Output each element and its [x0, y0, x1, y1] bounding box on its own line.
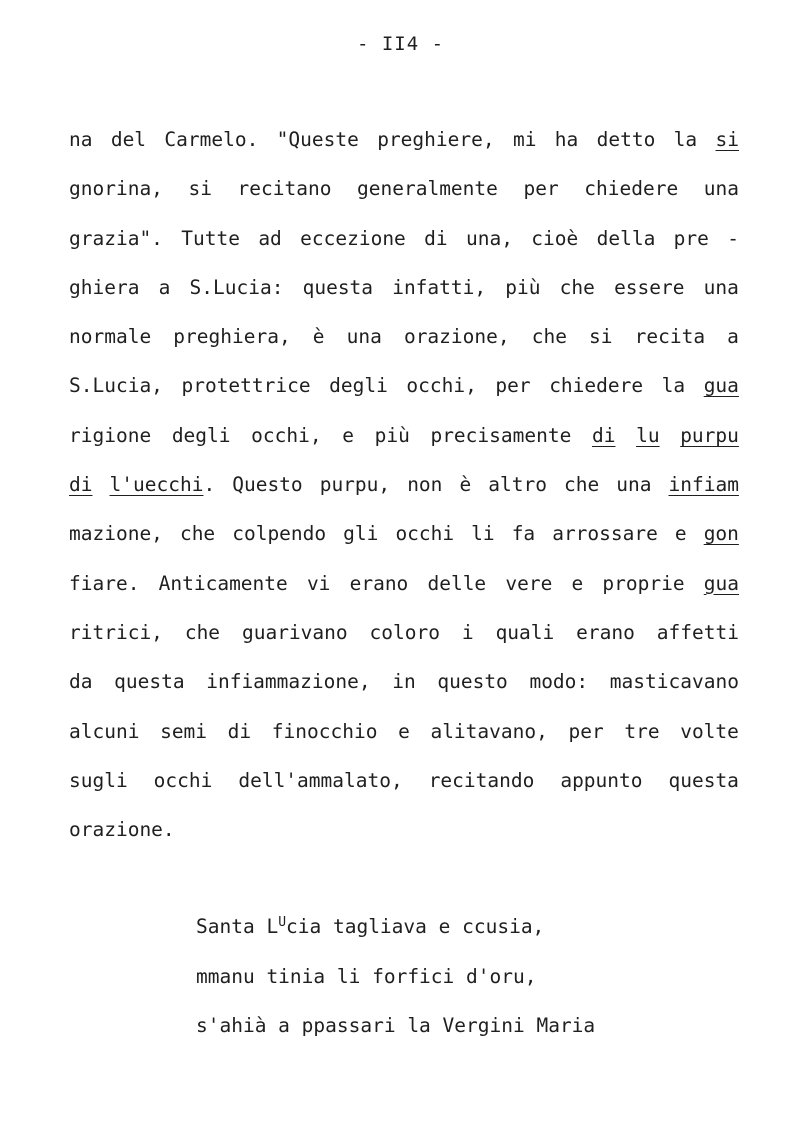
word: occhi, — [251, 423, 322, 447]
word: fa — [511, 522, 536, 546]
word: chiedere — [584, 177, 679, 201]
word: questa — [302, 275, 374, 299]
underlined-text: si — [715, 128, 739, 151]
word: recitando — [428, 768, 535, 792]
verse-block — [196, 912, 716, 1061]
word: orazione. — [69, 818, 175, 842]
word: e — [398, 719, 410, 743]
word: erano — [349, 571, 409, 595]
word: ha — [554, 128, 579, 151]
word: guarivano — [241, 620, 348, 644]
word: una — [616, 473, 652, 497]
word: una, — [465, 226, 513, 250]
word: normale — [69, 325, 152, 349]
word: arrossare — [552, 522, 658, 546]
underlined-text: lu — [636, 423, 660, 447]
text-line — [69, 125, 739, 174]
word: per — [495, 374, 531, 398]
underlined-text: di — [591, 423, 616, 447]
word: preghiera, — [173, 325, 291, 349]
verse-line-1 — [196, 912, 716, 962]
text-line — [69, 322, 739, 371]
text-line — [69, 815, 739, 864]
text-line — [69, 470, 739, 519]
word: è — [459, 473, 472, 497]
word: volte — [680, 719, 739, 743]
word: colpendo — [232, 522, 327, 546]
word: della — [596, 226, 656, 250]
verse-line-1-part-a: Santa L — [196, 915, 279, 938]
word: gnorina, — [69, 177, 163, 201]
word: che — [559, 275, 595, 299]
underlined-text: di — [69, 473, 93, 497]
word: alcuni — [69, 719, 140, 743]
word: e — [674, 522, 687, 546]
word: erano — [576, 620, 635, 644]
word: occhi — [153, 768, 213, 792]
word: masticavano — [609, 670, 739, 694]
word: proprie — [602, 571, 685, 595]
word: generalmente — [357, 177, 498, 201]
word: ritrici, — [69, 620, 163, 644]
word: li — [471, 522, 495, 546]
body-paragraph — [69, 125, 739, 864]
word: in — [392, 670, 416, 694]
word: tre — [624, 719, 660, 743]
word: alitavano, — [430, 719, 548, 743]
word: essere — [614, 275, 685, 299]
word: e — [342, 423, 354, 447]
word: che — [184, 620, 221, 644]
word: pre — [673, 226, 709, 250]
underlined-text: gua — [703, 571, 739, 595]
word: gli — [343, 522, 379, 546]
word: chiedere — [549, 374, 644, 398]
word: Anticamente — [158, 571, 288, 595]
word: degli — [329, 374, 388, 398]
word: infiammazione, — [206, 670, 371, 694]
word: sugli — [69, 768, 128, 792]
verse-line-2: mmanu tinia li forfici d'oru, — [196, 964, 537, 988]
word: mi — [512, 128, 537, 151]
word: ghiera — [69, 275, 140, 299]
word: S.Lucia, — [69, 374, 163, 398]
page-number: - II4 - — [356, 33, 445, 55]
text-line — [69, 717, 739, 766]
word — [715, 125, 738, 174]
word: S.Lucia: — [189, 275, 284, 299]
word: occhi — [395, 522, 455, 546]
word: appunto — [560, 768, 643, 792]
verse-line-1-superscript: U — [278, 915, 287, 930]
word: recitano — [237, 177, 332, 201]
word: non — [407, 473, 443, 497]
word: per — [568, 719, 604, 743]
word: occhi, — [406, 374, 477, 398]
word: fiare. — [69, 571, 140, 595]
word: detto — [596, 128, 656, 151]
text-line — [69, 224, 739, 273]
word: questo — [437, 670, 508, 694]
underlined-text: l'uecchi — [109, 473, 204, 497]
word: più — [374, 423, 410, 447]
word: una — [703, 177, 739, 201]
word: degli — [171, 423, 231, 447]
text-line — [69, 569, 739, 618]
word: affetti — [656, 620, 739, 644]
text-line — [69, 174, 739, 223]
word: na — [69, 128, 93, 151]
text-line — [69, 371, 739, 420]
word: Tutte — [181, 226, 240, 250]
word — [636, 421, 659, 470]
word: rigione — [69, 423, 152, 447]
text-line — [69, 667, 739, 716]
word: vi — [306, 571, 331, 595]
underlined-text: purpu — [680, 423, 739, 447]
word: una — [346, 325, 382, 349]
word: finocchio — [271, 719, 378, 743]
word: protettrice — [181, 374, 311, 398]
word: coloro — [369, 620, 440, 644]
word: dell'ammalato, — [238, 768, 403, 792]
word: ad — [258, 226, 282, 250]
word: a — [727, 325, 739, 349]
word — [704, 569, 739, 618]
word: vere — [505, 571, 553, 595]
word: infatti, — [392, 275, 487, 299]
word — [69, 470, 92, 519]
text-line — [69, 766, 739, 815]
underlined-text: gua — [703, 374, 739, 398]
word: che — [179, 522, 216, 546]
word: quali — [495, 620, 555, 644]
word: - — [727, 226, 739, 250]
word: "Queste — [276, 128, 359, 151]
word: questa — [114, 670, 185, 694]
text-line — [69, 273, 739, 322]
word — [704, 519, 739, 568]
word: l'uecchi. — [109, 473, 216, 497]
word: cioè — [531, 226, 579, 250]
word: semi — [160, 719, 208, 743]
word: purpu, — [319, 473, 391, 497]
word — [592, 421, 615, 470]
word: grazia". — [69, 226, 163, 250]
word — [669, 470, 739, 519]
word: modo: — [529, 670, 589, 694]
underlined-text: gon — [703, 522, 739, 546]
word: si — [589, 325, 613, 349]
word: più — [505, 275, 541, 299]
word: mazione, — [69, 522, 163, 546]
word: Questo — [232, 473, 303, 497]
word: una — [703, 275, 739, 299]
word: per — [523, 177, 559, 201]
word: è — [312, 325, 325, 349]
word: a — [158, 275, 171, 299]
word: del — [110, 128, 147, 151]
word — [704, 371, 739, 420]
word: che — [563, 473, 600, 497]
word: altro — [488, 473, 547, 497]
word: la — [673, 128, 698, 151]
word: recita — [634, 325, 706, 349]
word: eccezione — [300, 226, 406, 250]
word: che — [531, 325, 567, 349]
word: si — [188, 177, 212, 201]
verse-line-3: s'ahià a ppassari la Vergini Maria — [196, 1014, 596, 1037]
word: questa — [668, 768, 739, 792]
word: delle — [427, 571, 487, 595]
word: di — [424, 226, 448, 250]
verse-line-1-part-b: cia tagliava e ccusia, — [286, 915, 545, 938]
word — [680, 421, 739, 470]
text-line — [69, 519, 739, 568]
text-line — [69, 421, 739, 470]
word: la — [661, 374, 686, 398]
word: e — [571, 571, 584, 595]
word: orazione, — [403, 325, 510, 349]
underlined-text: infiam — [668, 473, 739, 497]
word: Carmelo. — [164, 128, 259, 151]
word: da — [69, 670, 93, 694]
word: i — [461, 620, 474, 644]
word: di — [227, 719, 252, 743]
text-line — [69, 618, 739, 667]
word: precisamente — [430, 423, 572, 447]
word: preghiere, — [377, 128, 495, 151]
